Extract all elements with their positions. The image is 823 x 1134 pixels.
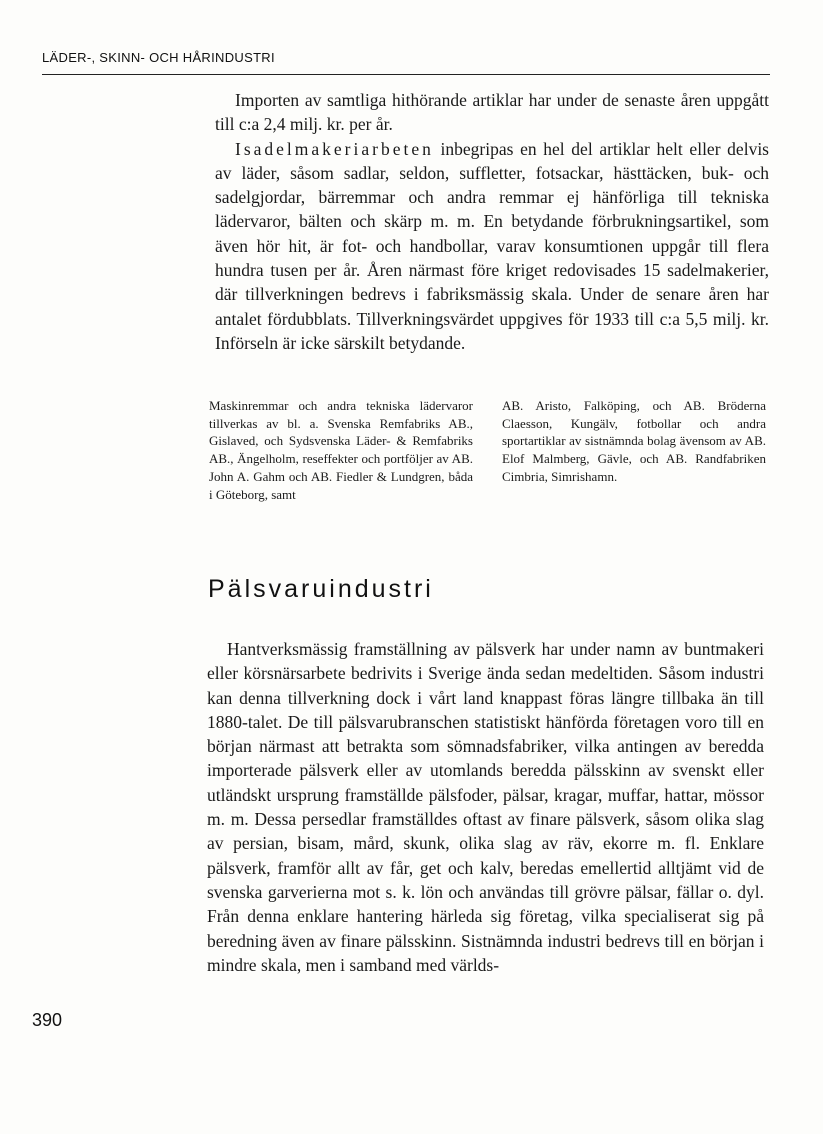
section-title: Pälsvaruindustri	[208, 575, 434, 603]
running-head: LÄDER-, SKINN- OCH HÅRINDUSTRI	[42, 50, 275, 65]
spaced-term: Isadelmakeriarbeten	[235, 138, 434, 159]
intro-paragraph-2	[215, 137, 769, 356]
section-paragraph-1: Hantverksmässig framställning av pälsverk har under namn av buntmakeri eller körsnärsarbete bedrivits i Sverige ända sedan medeltiden. Såsom industri kan denna tillverkning dock i vårt land knappast föras längre tillbaka än till 1880-talet. De till pälsvarubranschen statistiskt hänförda företagen voro till en början närmast att betrakta som sömnadsfabriker, vilka antingen av beredda importerade pälsverk eller av utomlands beredda pälsskinn av svenskt eller utländskt ursprung framställde pälsfoder, pälsar, kragar, muffar, hattar, mössor m. m. Dessa persedlar framställdes oftast av finare pälsverk, såsom olika slag av persian, bisam, mård, skunk, olika slag av räv, ekorre m. fl. Enklare pälsverk, framför allt av får, get och kalv, beredas emellertid alltjämt vid de svenska garverierna mot s. k. lön och användas till grövre pälsar, fällar o. dyl. Från denna enklare hantering härleda sig företag, vilka specialiserat sig på beredning även av finare pälsskinn. Sistnämnda industri bedrevs till en början i mindre skala, men i samband med världs-	[207, 639, 764, 975]
small-print-column-right: AB. Aristo, Falköping, och AB. Bröderna Claesson, Kungälv, fotbollar och andra sportartiklar av sistnämnda bolag ävensom av AB. Elof Malmberg, Gävle, och AB. Randfabriken Cimbria, Simrishamn.	[502, 398, 766, 484]
section-text-block	[207, 637, 764, 977]
page-number: 390	[32, 1010, 63, 1030]
intro-text-block	[215, 88, 769, 355]
header-rule	[42, 74, 770, 75]
intro-paragraph-2-text: inbegripas en hel del artiklar helt eller delvis av läder, såsom sadlar, seldon, suffletter, fotsackar, hästtäcken, buk- och sadelgjordar, bärremmar och andra remmar ej hänförliga till tekniska lädervaror, bälten och skärp m. m. En betydande förbrukningsartikel, som även hör hit, är fot- och handbollar, varav konsumtionen uppgår till flera hundra tusen per år. Åren närmast före kriget redovisades 15 sadelmakerier, där tillverkningen bedrevs i fabriksmässig skala. Under de senare åren har antalet fördubblats. Tillverkningsvärdet uppgives för 1933 till c:a 5,5 milj. kr. Införseln är icke särskilt betydande.	[215, 138, 769, 353]
intro-paragraph-1: Importen av samtliga hithörande artiklar har under de senaste åren uppgått till c:a 2,4 milj. kr. per år.	[215, 90, 769, 135]
small-print-columns	[209, 397, 766, 503]
small-print-column-left: Maskinremmar och andra tekniska lädervaror tillverkas av bl. a. Svenska Remfabriks AB., Gislaved, och Sydsvenska Läder- & Remfabriks AB., Ängelholm, reseffekter och portföljer av AB. John A. Gahm och AB. Fiedler & Lundgren, båda i Göteborg, samt	[209, 398, 473, 502]
